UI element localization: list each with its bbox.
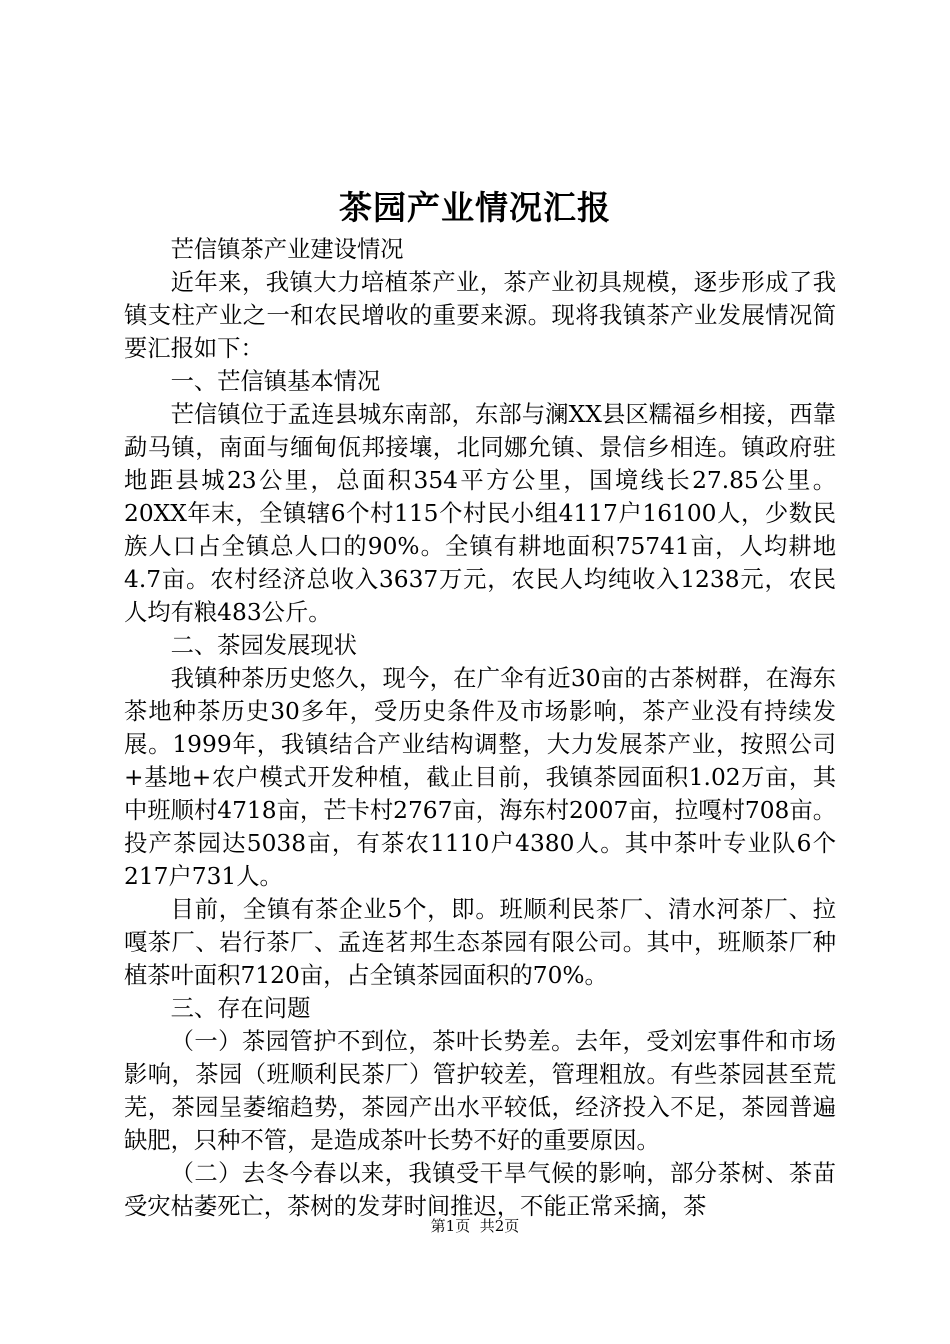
paragraph-enterprises: 目前，全镇有茶企业5个，即。班顺利民茶厂、清水河茶厂、拉嘎茶厂、岩行茶厂、孟连茗邦生态茶园有限公司。其中，班顺茶厂种植茶叶面积7120亩，占全镇茶园面积的70%。 (124, 896, 836, 989)
page-footer (0, 1216, 950, 1236)
page-total: 共2页 (479, 1217, 520, 1235)
paragraph-problem-two: （二）去冬今春以来，我镇受干旱气候的影响，部分茶树、茶苗受灾枯萎死亡，茶树的发芽时间推迟，不能正常采摘，茶 (124, 1160, 836, 1220)
paragraph-intro: 近年来，我镇大力培植茶产业，茶产业初具规模，逐步形成了我镇支柱产业之一和农民增收的重要来源。现将我镇茶产业发展情况简要汇报如下： (124, 269, 836, 362)
section-heading-basic-info: 一、芒信镇基本情况 (170, 368, 381, 395)
paragraph-subtitle: 芒信镇茶产业建设情况 (170, 236, 404, 263)
section-heading-problems: 三、存在问题 (170, 995, 311, 1022)
section-heading-development-status: 二、茶园发展现状 (170, 632, 357, 659)
document-title: 茶园产业情况汇报 (339, 188, 611, 227)
paragraph-development-status: 我镇种茶历史悠久，现今，在广伞有近30亩的古茶树群，在海东茶地种茶历史30多年，受历史条件及市场影响，茶产业没有持续发展。1999年，我镇结合产业结构调整，大力发展茶产业，按照公司+基地+农户模式开发种植，截止目前，我镇茶园面积1.02万亩，其中班顺村4718亩，芒卡村2767亩，海东村2007亩，拉嘎村708亩。投产茶园达5038亩，有茶农1110户4380人。其中茶叶专业队6个217户731人。 (124, 665, 836, 890)
footer-spacer (470, 1217, 480, 1235)
document-body (124, 233, 836, 1223)
paragraph-problem-one: （一）茶园管护不到位，茶叶长势差。去年，受刘宏事件和市场影响，茶园（班顺利民茶厂）管护较差，管理粗放。有些茶园甚至荒芜，茶园呈萎缩趋势，茶园产出水平较低，经济投入不足，茶园普遍缺肥，只种不管，是造成茶叶长势不好的重要原因。 (124, 1028, 836, 1154)
page-number: 第1页 (430, 1217, 471, 1235)
paragraph-basic-info: 芒信镇位于孟连县城东南部，东部与澜XX县区糯福乡相接，西靠勐马镇，南面与缅甸佤邦接壤，北同娜允镇、景信乡相连。镇政府驻地距县城23公里，总面积354平方公里，国境线长27.85公里。20XX年末，全镇辖6个村115个村民小组4117户16100人，少数民族人口占全镇总人口的90%。全镇有耕地面积75741亩，人均耕地4.7亩。农村经济总收入3637万元，农民人均纯收入1238元，农民人均有粮483公斤。 (124, 401, 836, 626)
